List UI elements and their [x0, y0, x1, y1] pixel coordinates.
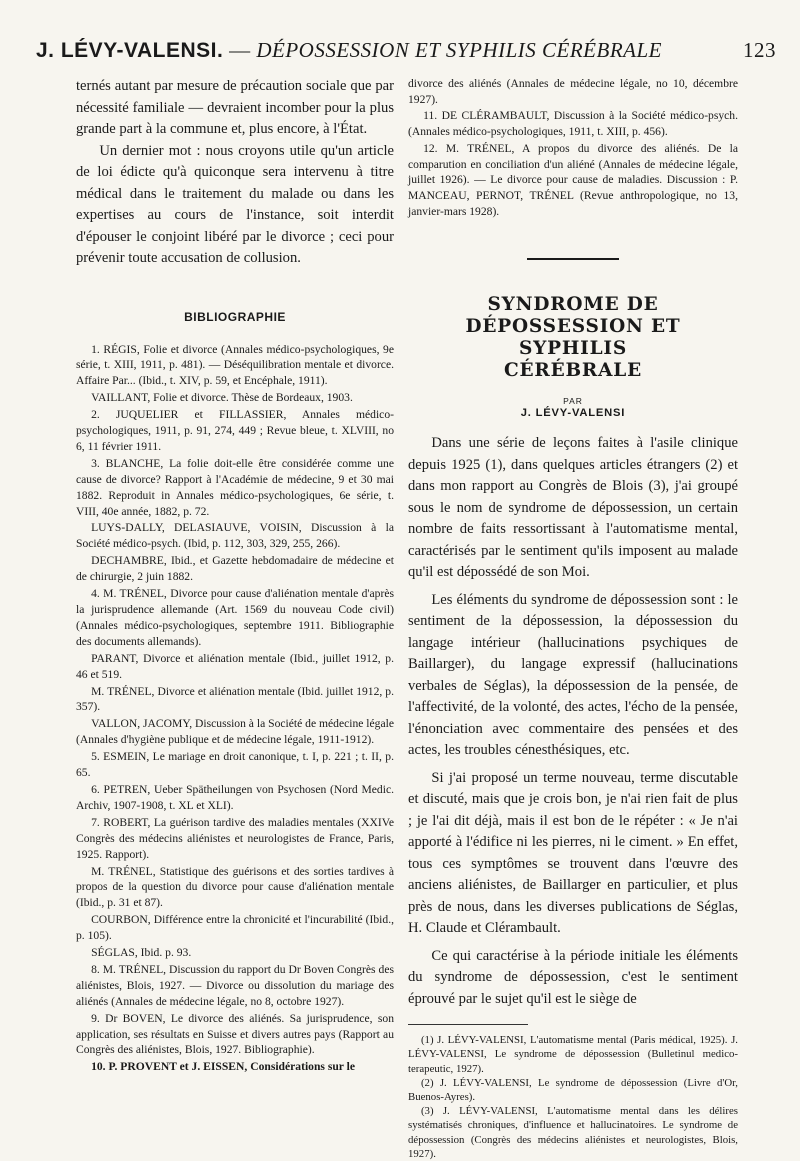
bib-entry: VAILLANT, Folie et divorce. Thèse de Bordeaux, 1903. — [91, 391, 353, 405]
bib-entry: SÉGLAS, Ibid. p. 93. — [91, 946, 192, 960]
bib-entry: LUYS-DALLY, DELASIAUVE, VOISIN, Discussion à la Société médico-psych. (Ibid, p. 112, 303, 329, 255, 266). — [76, 521, 394, 551]
article-title-line: SYNDROME DE — [487, 294, 659, 316]
article-title-line: DÉPOSSESSION ET SYPHILIS — [465, 316, 681, 360]
bib-entry: VALLON, JACOMY, Discussion à la Société de médecine légale (Annales d'hygiène publique et de médecine légale, 1911-1912). — [76, 717, 394, 747]
bib-entry: 8. M. TRÉNEL, Discussion du rapport du Dr Boven Congrès des aliénistes, Blois, 1927. — Divorce ou dissolution du mariage des aliénés (Annales de médecine légale, no 8, octobre 1927). — [76, 962, 394, 1008]
article-paragraph: Ce qui caractérise à la période initiale les éléments du syndrome de dépossession, c'est le sentiment éprouvé par le sujet qu'il est le siège de — [408, 947, 738, 1007]
bib-entry: 1. RÉGIS, Folie et divorce (Annales médico-psychologiques, 9e série, t. XIII, 1911, p. 481). — Déséquilibration mentale et divorce. Affaire Par... (Ibid., t. XIV, p. 59, et Encéphale, 1911). — [76, 342, 394, 388]
bib-entry: 5. ESMEIN, Le mariage en droit canonique, t. I, p. 221 ; t. II, p. 65. — [76, 750, 394, 780]
right-column — [408, 76, 738, 1161]
article-paragraph: Si j'ai proposé un terme nouveau, terme discutable et discuté, mais que je crois bon, je n'ai rien fait de plus ; je l'ai dit déjà, mais il est bon de le répéter : « Je n'ai apporté à l'édifice ni les pierres, ni le ciment. » En effet, tous ces symptômes se trouvent dans l'œuvre des anciens aliénistes, de Baillarger en particulier, et plus près de nous, dans les diverses publications de Séglas, H. Claude et Clérambault. — [408, 769, 738, 937]
bib-entry: PARANT, Divorce et aliénation mentale (Ibid., juillet 1912, p. 46 et 519. — [76, 651, 394, 681]
bibliography-list — [76, 342, 394, 1076]
bib-entry: 7. ROBERT, La guérison tardive des maladies mentales (XXIVe Congrès des médecins aliénistes et neurologistes de France, Paris, 1925. Rapport). — [76, 815, 394, 861]
bib-entry: 10. P. PROVENT et J. EISSEN, Considérations sur le — [91, 1060, 355, 1074]
bib-entry: 4. M. TRÉNEL, Divorce pour cause d'aliénation mentale d'après la jurisprudence allemande (Art. 1569 du nouveau Code civil) (Annales médico-psychologiques, septembre 1911. Bibliographie des documents allemands). — [76, 587, 394, 648]
footnotes — [408, 1033, 738, 1161]
bib-entry: 11. DE CLÉRAMBAULT, Discussion à la Société médico-psych. (Annales médico-psychologiques, 1911, t. XIII, p. 456). — [408, 108, 738, 138]
footnote-divider — [408, 1024, 528, 1025]
bib-entry: M. TRÉNEL, Divorce et aliénation mentale (Ibid. juillet 1912, p. 357). — [76, 684, 394, 714]
bibliography-title: BIBLIOGRAPHIE — [184, 309, 286, 324]
article-paragraph: Dans une série de leçons faites à l'asile clinique depuis 1925 (1), dans quelques articles étrangers (2) et dans mon rapport au Congrès de Blois (3), j'ai groupé sous le nom de syndrome de dépossession, un certain nombre de faits ressortissant à l'automatisme mental, caractérisés par le sentiment qu'ils imposent au malade qu'il est dépossédé de son Moi. — [408, 435, 738, 581]
bib-entry: 6. PETREN, Ueber Spätheilungen von Psychosen (Nord Medic. Archiv, 1907-1908, t. XL et XLI). — [76, 782, 394, 812]
running-header — [36, 38, 776, 63]
bibliography-continued — [408, 76, 738, 220]
bib-entry: 3. BLANCHE, La folie doit-elle être considérée comme une cause de divorce? Rapport à l'Académie de médecine, 9 et 30 mai 1882. Reproduit in Annales médico-psychologiques, 6e série, t. VIII, 40e année, 1882, p. 72. — [76, 456, 394, 518]
footnote: (2) J. LÉVY-VALENSI, Le syndrome de dépossession (Livre d'Or, Buenos-Ayres). — [408, 1076, 738, 1103]
footnote: (3) J. LÉVY-VALENSI, L'automatisme mental dans les délires systématisés chroniques, d'influence et hallucinatoires. Le syndrome de dépossession (Congrès des médecins aliénistes et neurologistes, Blois, 1927). — [408, 1105, 738, 1160]
bib-entry: 12. M. TRÉNEL, A propos du divorce des aliénés. De la comparution en conciliation d'un aliéné (Annales de médecine légale, juillet 1926). — Le divorce pour cause de maladies. Discussion : P. MANCEAU, PERNOT, TRÉNEL (Revue anthropologique, no 13, janvier-mars 1928). — [408, 141, 738, 219]
bib-entry: M. TRÉNEL, Statistique des guérisons et des sorties tardives à propos de la question du divorce pour cause d'aliénation mentale (Ibid., p. 31 et 87). — [76, 864, 394, 910]
header-author: J. LÉVY-VALENSI. — [36, 39, 224, 62]
bib-entry: 9. Dr BOVEN, Le divorce des aliénés. Sa jurisprudence, son application, ses résultats en Suisse et divers autres pays (Rapport au Congrès des aliénistes, Blois, 1927. Bibliographie). — [76, 1011, 394, 1057]
article-title — [408, 294, 738, 382]
bib-entry: divorce des aliénés (Annales de médecine légale, no 10, décembre 1927). — [408, 77, 738, 106]
article-byline: J. LÉVY-VALENSI — [520, 407, 626, 420]
article-paragraph: Les éléments du syndrome de dépossession sont : le sentiment de la dépossession, la dépossession du langage intérieur (hallucinations psychiques de Baillarger), du langage expressif (hallucinations verbales de Séglas), la dépossession de la pensée, de l'affectivité, de la volonté, des actes, l'écho de la pensée, l'énonciation avec commentaire des pensées et des actes, les troubles cénesthésiques, etc. — [408, 591, 738, 759]
continuation-paragraph: ternés autant par mesure de précaution sociale que par nécessité familiale — devraient incomber pour la plus grande part à la commune et, plus encore, à l'État. — [76, 78, 394, 137]
bib-entry: DECHAMBRE, Ibid., et Gazette hebdomadaire de médecine et de chirurgie, 2 juin 1882. — [76, 554, 394, 584]
page-number: 123 — [743, 38, 776, 62]
left-column — [76, 76, 394, 1076]
header-separator: — — [223, 38, 257, 62]
section-divider — [527, 258, 619, 260]
par-label: PAR — [563, 396, 583, 407]
last-word-paragraph: Un dernier mot : nous croyons utile qu'un article de loi édicte qu'à quiconque sera intervenu à titre médical dans le traitement du malade ou dans les expertises au cours de l'instance, soit interdit d'épouser le conjoint libéré par le divorce ; ceci pour prévenir toute accusation de collusion. — [76, 142, 394, 266]
footnote: (1) J. LÉVY-VALENSI, L'automatisme mental (Paris médical, 1925). J. LÉVY-VALENSI, Le syndrome de dépossession (Bulletinul medico-terapeutic, 1927). — [408, 1034, 738, 1075]
article-body — [408, 433, 738, 1010]
bib-entry: COURBON, Différence entre la chronicité et l'incurabilité (Ibid., p. 105). — [76, 913, 394, 943]
header-title: DÉPOSSESSION ET SYPHILIS CÉRÉBRALE — [256, 38, 663, 62]
bib-entry: 2. JUQUELIER et FILLASSIER, Annales médico-psychologiques, 1911, p. 91, 274, 449 ; Revue bleue, t. XLVIII, no 6, 11 février 1911. — [76, 408, 394, 453]
article-title-line: CÉRÉBRALE — [504, 360, 642, 382]
